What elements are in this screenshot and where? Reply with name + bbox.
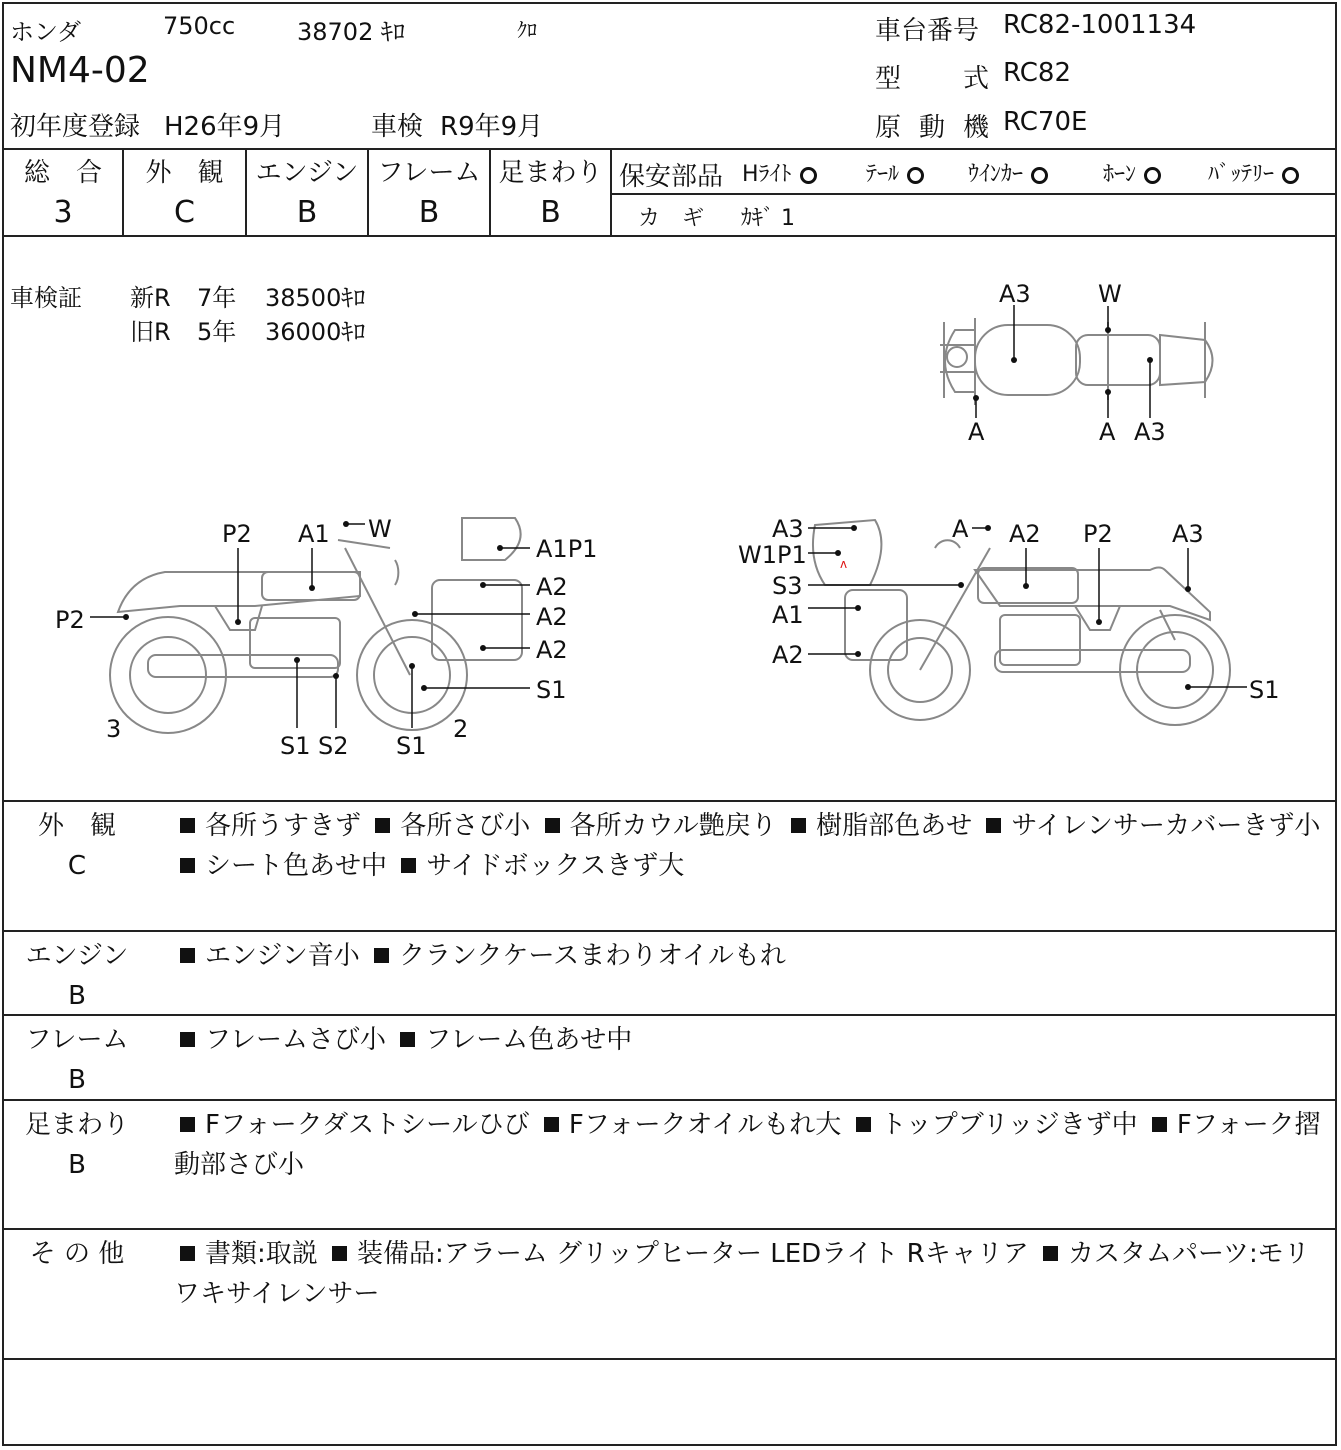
- section-other-items: [174, 1234, 1324, 1314]
- section-label: そ の 他: [29, 1239, 125, 1269]
- grade-label: 総 合: [23, 158, 102, 188]
- bullet-square-icon: [375, 818, 390, 833]
- grade-label: エンジン: [255, 158, 359, 188]
- section-exterior-label: [2, 806, 152, 886]
- mark-label: A3: [1172, 520, 1204, 548]
- section-other-label: [2, 1234, 152, 1274]
- safety-item-name: Hﾗｲﾄ: [742, 162, 792, 187]
- detail-item: Fフォークダストシールひび: [205, 1110, 530, 1140]
- bullet-square-icon: [400, 1032, 415, 1047]
- mark-label: A2: [536, 636, 568, 664]
- section-suspension-items: [174, 1105, 1324, 1185]
- bullet-square-icon: [1043, 1246, 1058, 1261]
- detail-item: サイドボックスきず大: [426, 851, 685, 881]
- detail-item: 書類:取説: [205, 1239, 318, 1269]
- detail-item: Fフォーク摺動部さび小: [174, 1110, 1321, 1180]
- engine-value: RC70E: [1003, 107, 1088, 137]
- section-grade: B: [68, 1065, 86, 1095]
- mark-label: S1: [536, 676, 567, 704]
- bullet-square-icon: [545, 818, 560, 833]
- detail-item: 樹脂部色あせ: [816, 811, 973, 841]
- mark-label: A1: [298, 520, 330, 548]
- bullet-square-icon: [180, 858, 195, 873]
- diagram-labels: [55, 280, 1280, 760]
- section-exterior-items: [174, 806, 1324, 886]
- mark-label: S1: [1249, 676, 1280, 704]
- shaken-old-km: 36000ｷﾛ: [265, 318, 366, 346]
- mark-label: A1: [772, 601, 804, 629]
- first-registration-label: 初年度登録: [10, 112, 141, 142]
- detail-item: エンジン音小: [205, 941, 360, 971]
- mileage-unit-note: ｸﾛ: [517, 18, 537, 42]
- section-label: 足まわり: [24, 1110, 129, 1140]
- mark-label: W1P1: [738, 541, 807, 569]
- section-grade: B: [68, 981, 86, 1011]
- mark-label: W: [368, 515, 392, 543]
- detail-item: シート色あせ中: [205, 851, 388, 881]
- grade-value: B: [540, 195, 561, 230]
- grade-label: 外 観: [145, 158, 224, 188]
- mark-label: S1: [280, 732, 311, 760]
- engine-label-2: 動: [919, 113, 946, 143]
- safety-item-name: ｳｲﾝｶｰ: [968, 162, 1024, 187]
- safety-item-name: ﾃｰﾙ: [866, 162, 900, 187]
- mileage: 38702 ｷﾛ: [297, 18, 405, 46]
- section-engine-label: [2, 936, 152, 1016]
- type-label-1: 型: [875, 64, 902, 94]
- motorcycle-top-view: [940, 318, 1213, 405]
- divider: [2, 800, 1337, 802]
- grade-value: B: [418, 195, 440, 230]
- detail-item: 各所カウル艶戻り: [569, 811, 777, 841]
- shaken-new-label: 新R: [130, 284, 171, 312]
- grade-value: 3: [53, 195, 73, 230]
- mark-label: A1P1: [536, 535, 598, 563]
- model-name: NM4-02: [10, 50, 150, 91]
- divider: [2, 1014, 1337, 1016]
- bullet-square-icon: [374, 948, 389, 963]
- bullet-square-icon: [180, 948, 195, 963]
- mark-label: A3: [1134, 418, 1166, 446]
- shaken-old-label: 旧R: [130, 318, 171, 346]
- key-value: ｶｷﾞ 1: [741, 206, 795, 231]
- motorcycle-left-view: [110, 518, 522, 733]
- section-frame-label: [2, 1020, 152, 1100]
- detail-item: カスタムパーツ:モリワキサイレンサー: [174, 1239, 1310, 1309]
- section-grade: B: [68, 1150, 86, 1180]
- shaken-label: 車検証: [10, 284, 82, 312]
- section-label: 外 観: [37, 811, 116, 841]
- bullet-square-icon: [401, 858, 416, 873]
- detail-item: フレームさび小: [205, 1025, 386, 1055]
- safety-item-name: ﾊﾞｯﾃﾘｰ: [1208, 162, 1275, 187]
- mark-label: S1: [396, 732, 427, 760]
- divider: [2, 1228, 1337, 1230]
- first-registration: H26年9月: [164, 112, 286, 142]
- grade-label: 足まわり: [498, 158, 603, 188]
- bullet-square-icon: [1152, 1117, 1167, 1132]
- shaken-new-year: 7年: [197, 284, 237, 312]
- section-frame-items: [174, 1020, 1324, 1060]
- displacement: 750cc: [163, 12, 236, 40]
- mark-label: W: [1098, 280, 1122, 308]
- bullet-square-icon: [791, 818, 806, 833]
- detail-item: 装備品:アラーム グリップヒーター LEDライト Rキャリア: [357, 1239, 1029, 1269]
- divider: [2, 930, 1337, 932]
- detail-item: 各所さび小: [400, 811, 531, 841]
- key-label: カ ギ: [638, 206, 705, 231]
- mark-label: 3: [106, 715, 122, 743]
- grade-label: フレーム: [377, 158, 481, 188]
- detail-item: 各所うすきず: [205, 811, 362, 841]
- safety-item-name: ﾎｰﾝ: [1103, 162, 1137, 187]
- mark-label: P2: [222, 520, 252, 548]
- damage-markers: [123, 327, 1191, 691]
- red-mark-icon: ʌ: [840, 557, 848, 571]
- frame-no: RC82-1001134: [1003, 10, 1197, 40]
- detail-item: トップブリッジきず中: [880, 1110, 1138, 1140]
- bullet-square-icon: [180, 1246, 195, 1261]
- section-label: エンジン: [25, 941, 129, 971]
- mark-label: P2: [1083, 520, 1113, 548]
- section-grade: C: [67, 851, 87, 881]
- inspection-label: 車検: [371, 112, 424, 142]
- detail-item: Fフォークオイルもれ大: [568, 1110, 842, 1140]
- detail-item: クランクケースまわりオイルもれ: [398, 941, 786, 971]
- bullet-square-icon: [180, 818, 195, 833]
- detail-item: サイレンサーカバーきず小: [1011, 811, 1321, 841]
- section-label: フレーム: [25, 1025, 129, 1055]
- motorcycle-right-view: [813, 520, 1230, 725]
- mark-label: A2: [536, 573, 568, 601]
- mark-label: A: [952, 515, 969, 543]
- bullet-square-icon: [332, 1246, 347, 1261]
- section-engine-items: [174, 936, 1324, 976]
- mark-label: A: [1099, 418, 1116, 446]
- bullet-square-icon: [180, 1117, 195, 1132]
- type-label-2: 式: [963, 64, 990, 94]
- mark-label: A: [968, 418, 985, 446]
- type-value: RC82: [1003, 58, 1072, 88]
- frame-no-label: 車台番号: [875, 16, 980, 46]
- section-suspension-label: [2, 1105, 152, 1185]
- inspection-date: R9年9月: [440, 112, 544, 142]
- divider: [2, 1099, 1337, 1101]
- bullet-square-icon: [986, 818, 1001, 833]
- grade-value: B: [296, 195, 318, 230]
- mark-label: S3: [772, 572, 803, 600]
- maker: ホンダ: [10, 18, 82, 46]
- detail-item: フレーム色あせ中: [425, 1025, 633, 1055]
- mark-label: A2: [536, 603, 568, 631]
- bullet-square-icon: [544, 1117, 559, 1132]
- bullet-square-icon: [180, 1032, 195, 1047]
- grade-value: C: [174, 195, 195, 230]
- mark-label: A2: [1009, 520, 1041, 548]
- mark-label: P2: [55, 606, 85, 634]
- shaken-old-year: 5年: [197, 318, 237, 346]
- mark-label: 2: [453, 715, 469, 743]
- bullet-square-icon: [856, 1117, 871, 1132]
- mark-label: A2: [772, 641, 804, 669]
- mark-label: A3: [772, 515, 804, 543]
- mark-label: S2: [318, 732, 349, 760]
- divider: [2, 1358, 1337, 1360]
- engine-label-3: 機: [963, 113, 990, 143]
- safety-parts-label: 保安部品: [619, 162, 724, 192]
- engine-label-1: 原: [875, 113, 902, 143]
- mark-label: A3: [999, 280, 1031, 308]
- shaken-new-km: 38500ｷﾛ: [265, 284, 366, 312]
